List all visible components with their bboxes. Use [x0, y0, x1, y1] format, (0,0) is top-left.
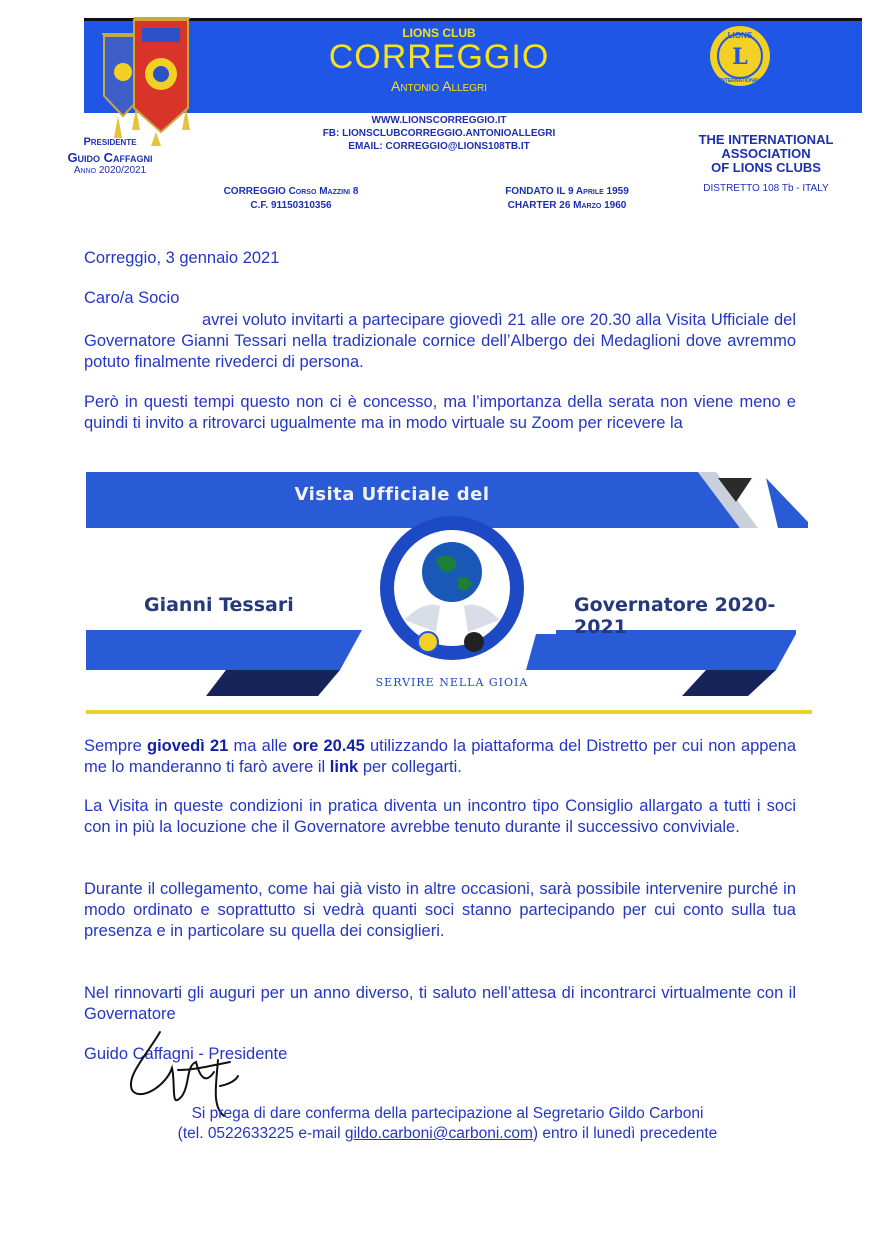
founded-text: FONDATO IL 9 Aprile 1959: [505, 186, 629, 197]
p3-text-g: per collegarti.: [358, 757, 462, 776]
charter-text: CHARTER 26 Marzo 1960: [507, 200, 627, 211]
confirmation-note-line-1: Si prega di dare conferma della partecipazione al Segretario Gildo Carboni: [191, 1105, 704, 1122]
p3-text-a: Sempre: [84, 737, 147, 755]
club-subtitle: Antonio Allegri: [390, 78, 488, 94]
district-text: DISTRETTO 108 Tb - ITALY: [703, 183, 829, 194]
signature-line: Guido Caffagni - Presidente: [84, 1045, 288, 1063]
paragraph-3: [84, 736, 796, 778]
intl-line-2: ASSOCIATION: [721, 146, 811, 161]
banner-governor-role: Governatore 2020-2021: [574, 594, 776, 638]
paragraph-6: Nel rinnovarti gli auguri per un anno diverso, ti saluto nell’attesa di incontrarci virtualmente con il Governatore: [84, 984, 796, 1023]
paragraph-1: avrei voluto invitarti a partecipare giovedì 21 alle ore 20.30 alla Visita Ufficiale del Governatore Gianni Tessari nella tradizionale cornice dell’Albergo dei Medaglioni dove avremmo potuto finalmente rivederci di persona.: [84, 311, 796, 371]
secretary-email-link[interactable]: gildo.carboni@carboni.com: [344, 1125, 533, 1142]
confirmation-note-line-2: [80, 1124, 815, 1144]
paragraph-5: Durante il collegamento, come hai già visto in altre occasioni, sarà possibile intervenire purché in modo ordinato e soprattutto si vedrà quanti soci stanno partecipando per cui conto sulla tua presenza e in particolare su quella dei consiglieri.: [84, 880, 796, 940]
president-name: Guido Caffagni: [67, 150, 153, 165]
facebook-text: FB: LIONSCLUBCORREGGIO.ANTONIOALLEGRI: [322, 128, 556, 139]
p3-text-c: ma alle: [228, 737, 293, 755]
lions-international-logo: [708, 24, 772, 88]
letterhead: [0, 0, 878, 240]
intl-line-3: OF LIONS CLUBS: [711, 160, 821, 175]
banner-title: Visita Ufficiale del: [294, 484, 490, 505]
governor-visit-banner: [86, 470, 812, 718]
paragraph-2: Però in questi tempi questo non ci è concesso, ma l’importanza della serata non viene meno e quindi ti invito a ritrovarci ugualmente ma in modo virtuale su Zoom per ricevere la: [84, 393, 796, 432]
club-label-small: LIONS CLUB: [402, 26, 476, 40]
logo-text-top: LIONS: [727, 31, 753, 40]
p3-text-e: utilizzando la piattaforma del Distretto per cui non appena me lo manderanno ti farò avere il: [84, 737, 797, 776]
email-text: EMAIL: CORREGGIO@LIONS108TB.IT: [348, 141, 530, 152]
address-text: CORREGGIO Corso Mazzini 8: [223, 186, 359, 197]
letter-date: Correggio, 3 gennaio 2021: [84, 249, 280, 267]
note-deadline-text: ) entro il lunedì precedente: [532, 1125, 718, 1142]
logo-letter: L: [732, 44, 748, 70]
logo-text-bottom: INTERNATIONAL: [719, 78, 761, 84]
p3-bold-day: giovedì 21: [147, 737, 229, 755]
p3-bold-link: link: [329, 757, 359, 776]
note-tel-text: (tel. 0522633225 e-mail: [177, 1125, 345, 1142]
website-text: WWW.LIONSCORREGGIO.IT: [371, 115, 507, 126]
club-name: CORREGGIO: [328, 38, 550, 76]
banner-motto: SERVIRE NELLA GIOIA: [375, 676, 529, 689]
president-label: Presidente: [83, 136, 137, 148]
cf-text: C.F. 91150310356: [250, 200, 332, 211]
letter-greeting: Caro/a Socio: [84, 289, 180, 307]
banner-governor-name: Gianni Tessari: [144, 594, 294, 616]
p3-bold-time: ore 20.45: [292, 737, 365, 755]
paragraph-4: La Visita in queste condizioni in pratica diventa un incontro tipo Consiglio allargato a tutti i soci con in più la locuzione che il Governatore avrebbe tenuto durante il successivo conviviale.: [84, 797, 796, 836]
intl-line-1: THE INTERNATIONAL: [698, 132, 834, 147]
president-year: Anno 2020/2021: [73, 165, 147, 176]
